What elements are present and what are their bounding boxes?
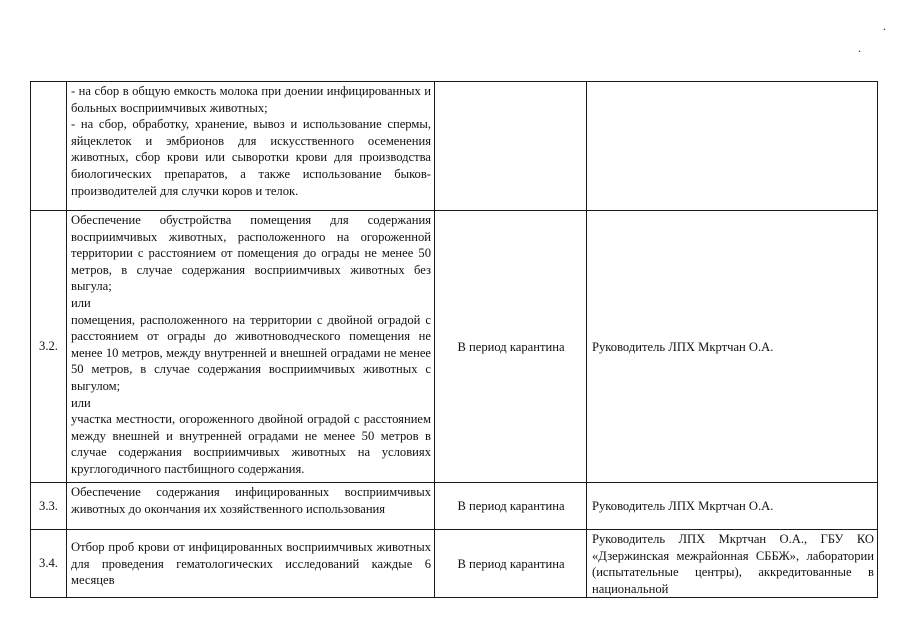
description-paragraph: участка местности, огороженного двойной оградой с расстоянием между внешней и внутренней оградами не менее 50 метров в случае содержания восприимчивых животных на условиях круглогодичного пастбищного содержания. — [71, 412, 431, 476]
description-paragraph: Отбор проб крови от инфицированных восприимчивых животных для проведения гематологических исследований каждые 6 месяцев — [71, 540, 431, 588]
responsible-cell: Руководитель ЛПХ Мкртчан О.А., ГБУ КО «Дзержинская межрайонная СББЖ», лаборатории (испытательные центры), аккредитованные в национальной — [587, 530, 878, 598]
description-paragraph: - на сбор, обработку, хранение, вывоз и использование спермы, яйцеклеток и эмбрионов для искусственного осеменения животных, сбор крови или сыворотки крови для производства биологических препаратов, а также использование быков-производителей для случки коров и телок. — [71, 117, 431, 198]
period-cell: В период карантина — [435, 483, 587, 530]
corner-mark: . — [883, 19, 886, 33]
period-cell — [435, 82, 587, 211]
measure-description — [67, 82, 435, 211]
table-row — [31, 483, 878, 530]
description-paragraph: - на сбор в общую емкость молока при доении инфицированных и больных восприимчивых животных; — [71, 84, 431, 115]
corner-mark-2: . — [858, 41, 861, 55]
row-number — [31, 82, 67, 211]
responsible-cell: Руководитель ЛПХ Мкртчан О.А. — [587, 211, 878, 483]
description-paragraph: или — [71, 395, 91, 410]
row-number: 3.2. — [31, 211, 67, 483]
table-row — [31, 82, 878, 211]
table-row — [31, 530, 878, 598]
description-paragraph: или — [71, 295, 91, 310]
measure-description — [67, 530, 435, 598]
row-number: 3.4. — [31, 530, 67, 598]
responsible-cell — [587, 82, 878, 211]
description-paragraph: Обеспечение содержания инфицированных восприимчивых животных до окончания их хозяйственного использования — [71, 485, 431, 516]
description-paragraph: Обеспечение обустройства помещения для содержания восприимчивых животных, расположенного на огороженной территории с расстоянием от помещения до ограды не менее 50 метров, в случае содержания восприимчивых животных без выгула; — [71, 213, 431, 294]
responsible-cell: Руководитель ЛПХ Мкртчан О.А. — [587, 483, 878, 530]
row-number: 3.3. — [31, 483, 67, 530]
period-cell: В период карантина — [435, 211, 587, 483]
measure-description — [67, 483, 435, 530]
description-paragraph: помещения, расположенного на территории с двойной оградой с расстоянием от ограды до животноводческого помещения не менее 10 метров, между внутренней и внешней оградами не менее 50 метров, в случае содержания восприимчивых животных с выгулом; — [71, 312, 431, 393]
table-row — [31, 211, 878, 483]
period-cell: В период карантина — [435, 530, 587, 598]
measures-table — [30, 81, 878, 598]
measure-description — [67, 211, 435, 483]
